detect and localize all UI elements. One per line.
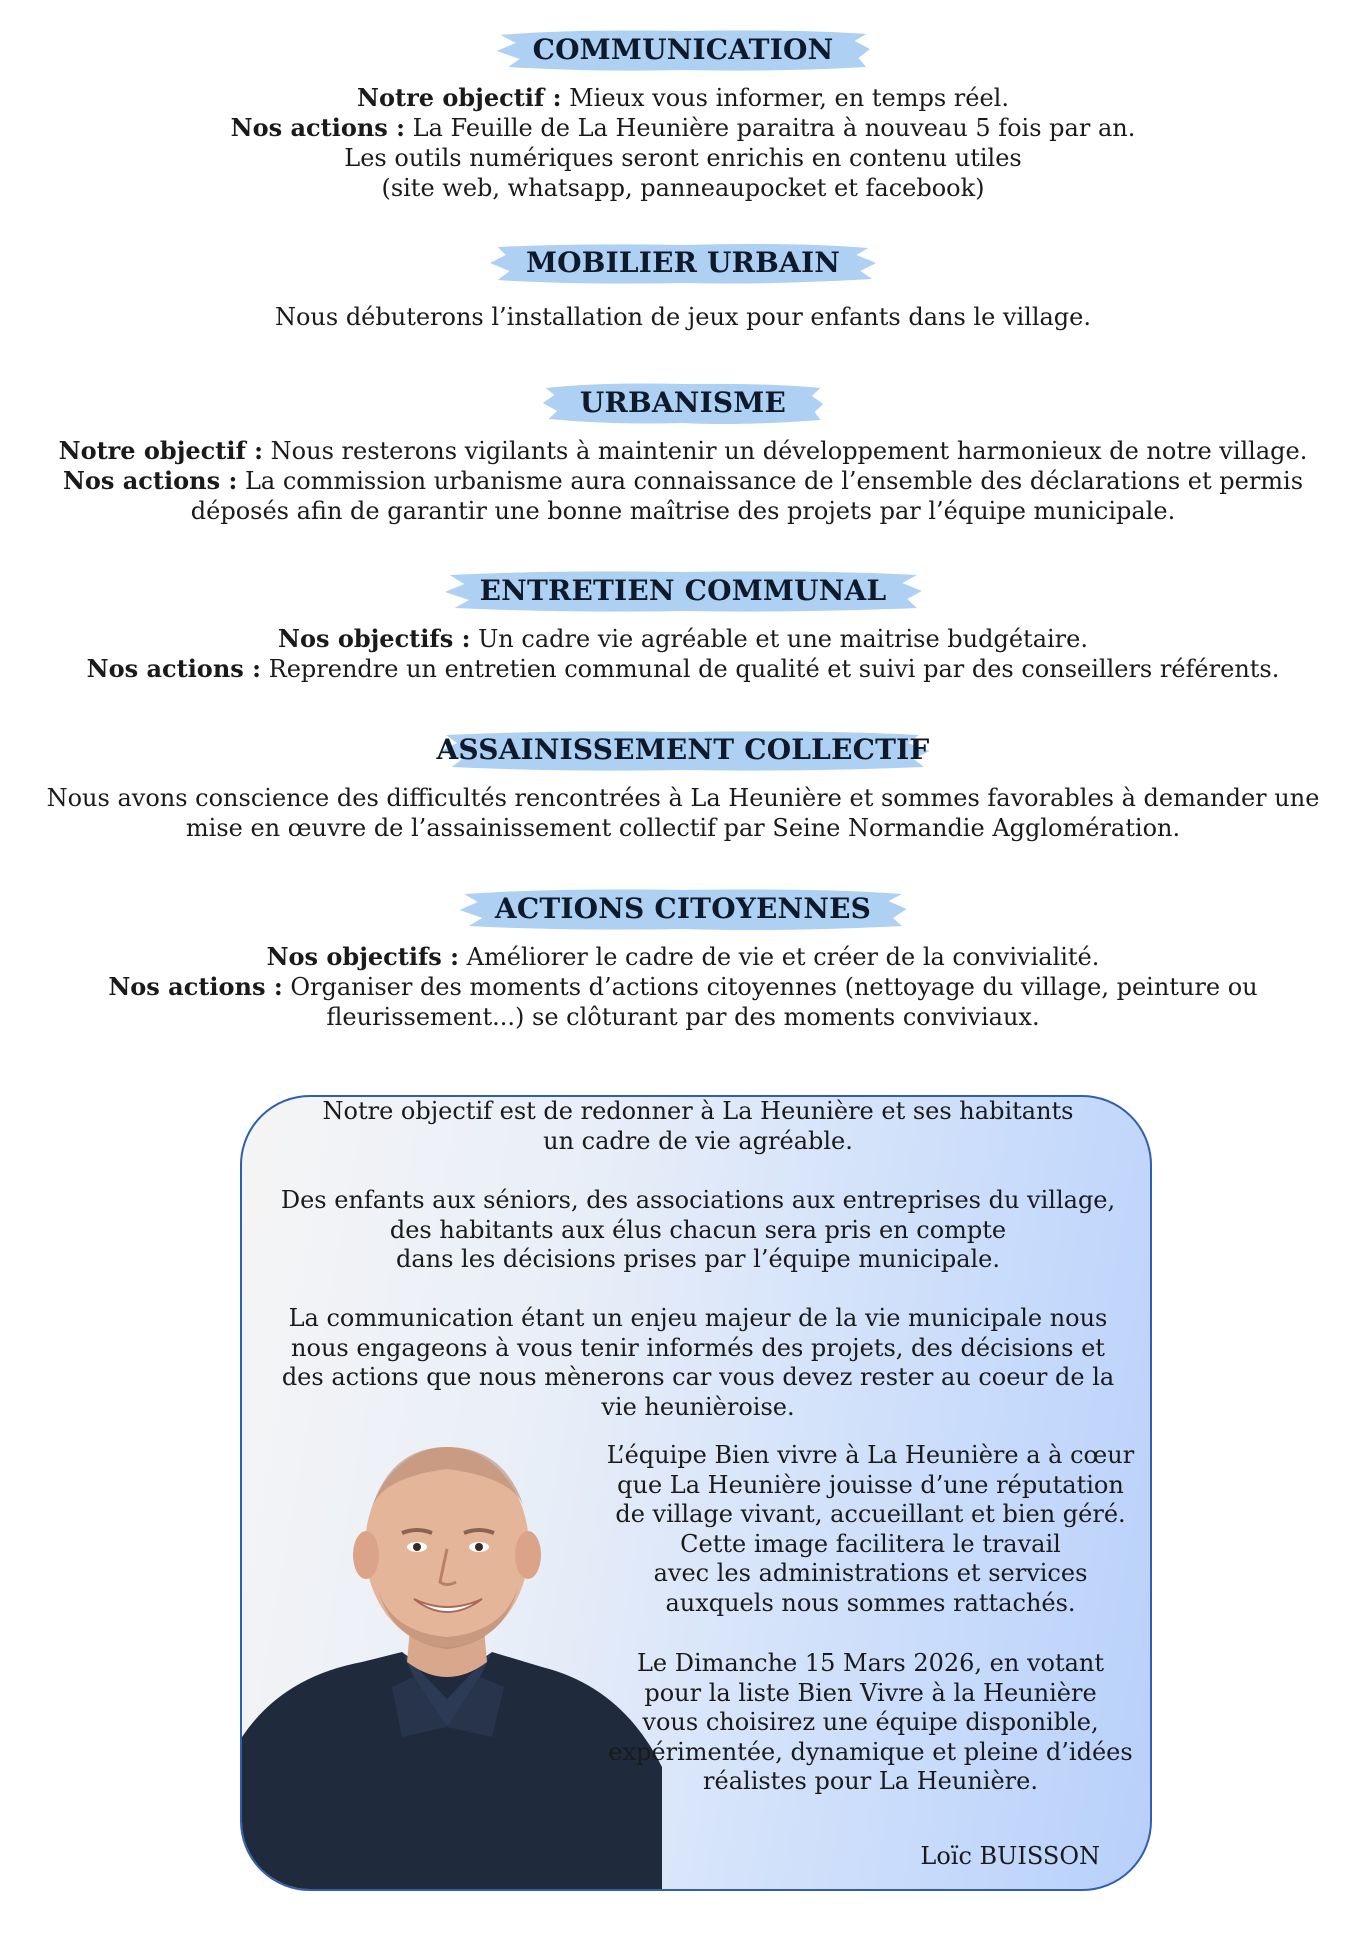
text-line [0, 813, 1366, 843]
section-title: ASSAINISSEMENT COLLECTIF [436, 733, 930, 766]
section-body [0, 436, 1366, 526]
card-paragraph [242, 1186, 1152, 1275]
section-banner [493, 25, 874, 75]
card-line: réalistes pour La Heunière. [703, 1767, 1038, 1795]
card-line: pour la liste Bien Vivre à la Heunière [644, 1678, 1097, 1707]
section-title: ACTIONS CITOYENNES [494, 892, 872, 925]
section-title: URBANISME [579, 386, 787, 419]
line-text: (site web, whatsapp, panneaupocket et facebook) [381, 174, 985, 202]
section-banner [455, 884, 911, 934]
card-line: de village vivant, accueillant et bien géré. [615, 1500, 1126, 1528]
card-line: des actions que nous mènerons car vous devez rester au coeur de la [281, 1363, 1115, 1391]
text-line [0, 783, 1366, 813]
section-actions-citoyennes [0, 884, 1366, 1032]
section-body [0, 942, 1366, 1032]
line-text: Améliorer le cadre de vie et créer de la convivialité. [459, 943, 1100, 971]
card-paragraph [242, 1097, 1152, 1156]
text-line [0, 1002, 1366, 1032]
line-text: Les outils numériques seront enrichis en contenu utiles [344, 144, 1022, 172]
card-line: Notre objectif est de redonner à La Heunière et ses habitants [322, 1097, 1074, 1125]
section-banner [540, 378, 826, 428]
line-label: Notre objectif : [58, 436, 264, 465]
line-text: mise en œuvre de l’assainissement collectif par Seine Normandie Agglomération. [185, 814, 1181, 842]
card-line: L’équipe Bien vivre à La Heunière a à cœur [606, 1441, 1135, 1469]
section-title: MOBILIER URBAIN [525, 246, 841, 279]
text-line [0, 496, 1366, 526]
text-line [0, 143, 1366, 173]
text-line [0, 942, 1366, 972]
section-body [0, 624, 1366, 684]
card-line: Cette image facilitera le travail [680, 1529, 1061, 1558]
text-line [0, 972, 1366, 1002]
card-line: La communication étant un enjeu majeur de la vie municipale nous [288, 1304, 1108, 1332]
section-body [0, 783, 1366, 843]
card-line: Des enfants aux séniors, des associations aux entreprises du village, [280, 1186, 1116, 1214]
card-line: avec les administrations et services [653, 1559, 1088, 1587]
line-text: La Feuille de La Heunière paraitra à nouveau 5 fois par an. [405, 114, 1136, 142]
section-title: ENTRETIEN COMMUNAL [479, 574, 887, 607]
section-banner [414, 725, 951, 775]
line-text: La commission urbanisme aura connaissance de l’ensemble des déclarations et permis [237, 467, 1304, 495]
line-text: Nous débuterons l’installation de jeux pour enfants dans le village. [274, 303, 1092, 331]
line-label: Nos actions : [108, 972, 283, 1001]
card-line: des habitants aux élus chacun sera pris en compte [389, 1215, 1007, 1244]
line-label: Nos objectifs : [278, 624, 471, 653]
card-line: dans les décisions prises par l’équipe municipale. [395, 1245, 1001, 1273]
card-line: que La Heunière jouisse d’une réputation [617, 1470, 1124, 1499]
line-label: Nos objectifs : [266, 942, 460, 971]
section-banner [486, 238, 880, 288]
line-text: Un cadre vie agréable et une maitrise budgétaire. [470, 625, 1088, 653]
text-line [0, 173, 1366, 203]
line-label: Notre objectif : [357, 83, 562, 112]
section-mobilier-urbain [0, 238, 1366, 332]
line-text: Nous resterons vigilants à maintenir un développement harmonieux de notre village. [263, 437, 1308, 465]
section-title: COMMUNICATION [532, 33, 834, 66]
message-card [240, 1095, 1152, 1891]
section-body [0, 83, 1366, 203]
line-text: Mieux vous informer, en temps réel. [561, 84, 1009, 112]
section-communication [0, 25, 1366, 203]
card-paragraph [587, 1441, 1152, 1618]
section-urbanisme [0, 378, 1366, 526]
card-paragraph [242, 1304, 1152, 1422]
card-line: nous engageons à vous tenir informés des projets, des décisions et [291, 1333, 1105, 1362]
text-line [0, 436, 1366, 466]
section-entretien-communal [0, 566, 1366, 684]
card-line: expérimentée, dynamique et pleine d’idées [608, 1737, 1133, 1766]
line-text: fleurissement...) se clôturant par des moments conviviaux. [326, 1003, 1040, 1031]
section-body [0, 302, 1366, 332]
card-paragraph [587, 1649, 1152, 1797]
text-line [0, 654, 1366, 684]
card-line: vie heunièroise. [601, 1392, 795, 1421]
card-line: Le Dimanche 15 Mars 2026, en votant [636, 1649, 1105, 1677]
text-line [0, 466, 1366, 496]
text-line [0, 83, 1366, 113]
signature: Loïc BUISSON [920, 1842, 1100, 1870]
section-assainissement [0, 725, 1366, 843]
line-text: Nous avons conscience des difficultés rencontrées à La Heunière et sommes favorables à demander une [46, 784, 1320, 812]
line-text: Reprendre un entretien communal de qualité et suivi par des conseillers référents. [261, 655, 1280, 683]
line-label: Nos actions : [86, 654, 261, 683]
line-label: Nos actions : [230, 113, 406, 142]
text-line [0, 624, 1366, 654]
text-line [0, 113, 1366, 143]
line-label: Nos actions : [62, 466, 238, 495]
text-line [0, 302, 1366, 332]
line-text: déposés afin de garantir une bonne maîtrise des projets par l’équipe municipale. [190, 497, 1176, 525]
line-text: Organiser des moments d’actions citoyennes (nettoyage du village, peinture ou [282, 973, 1258, 1001]
card-line: auxquels nous sommes rattachés. [665, 1588, 1076, 1617]
card-line: un cadre de vie agréable. [543, 1126, 853, 1155]
card-line: vous choisirez une équipe disponible, [642, 1708, 1099, 1736]
section-banner [440, 566, 927, 616]
